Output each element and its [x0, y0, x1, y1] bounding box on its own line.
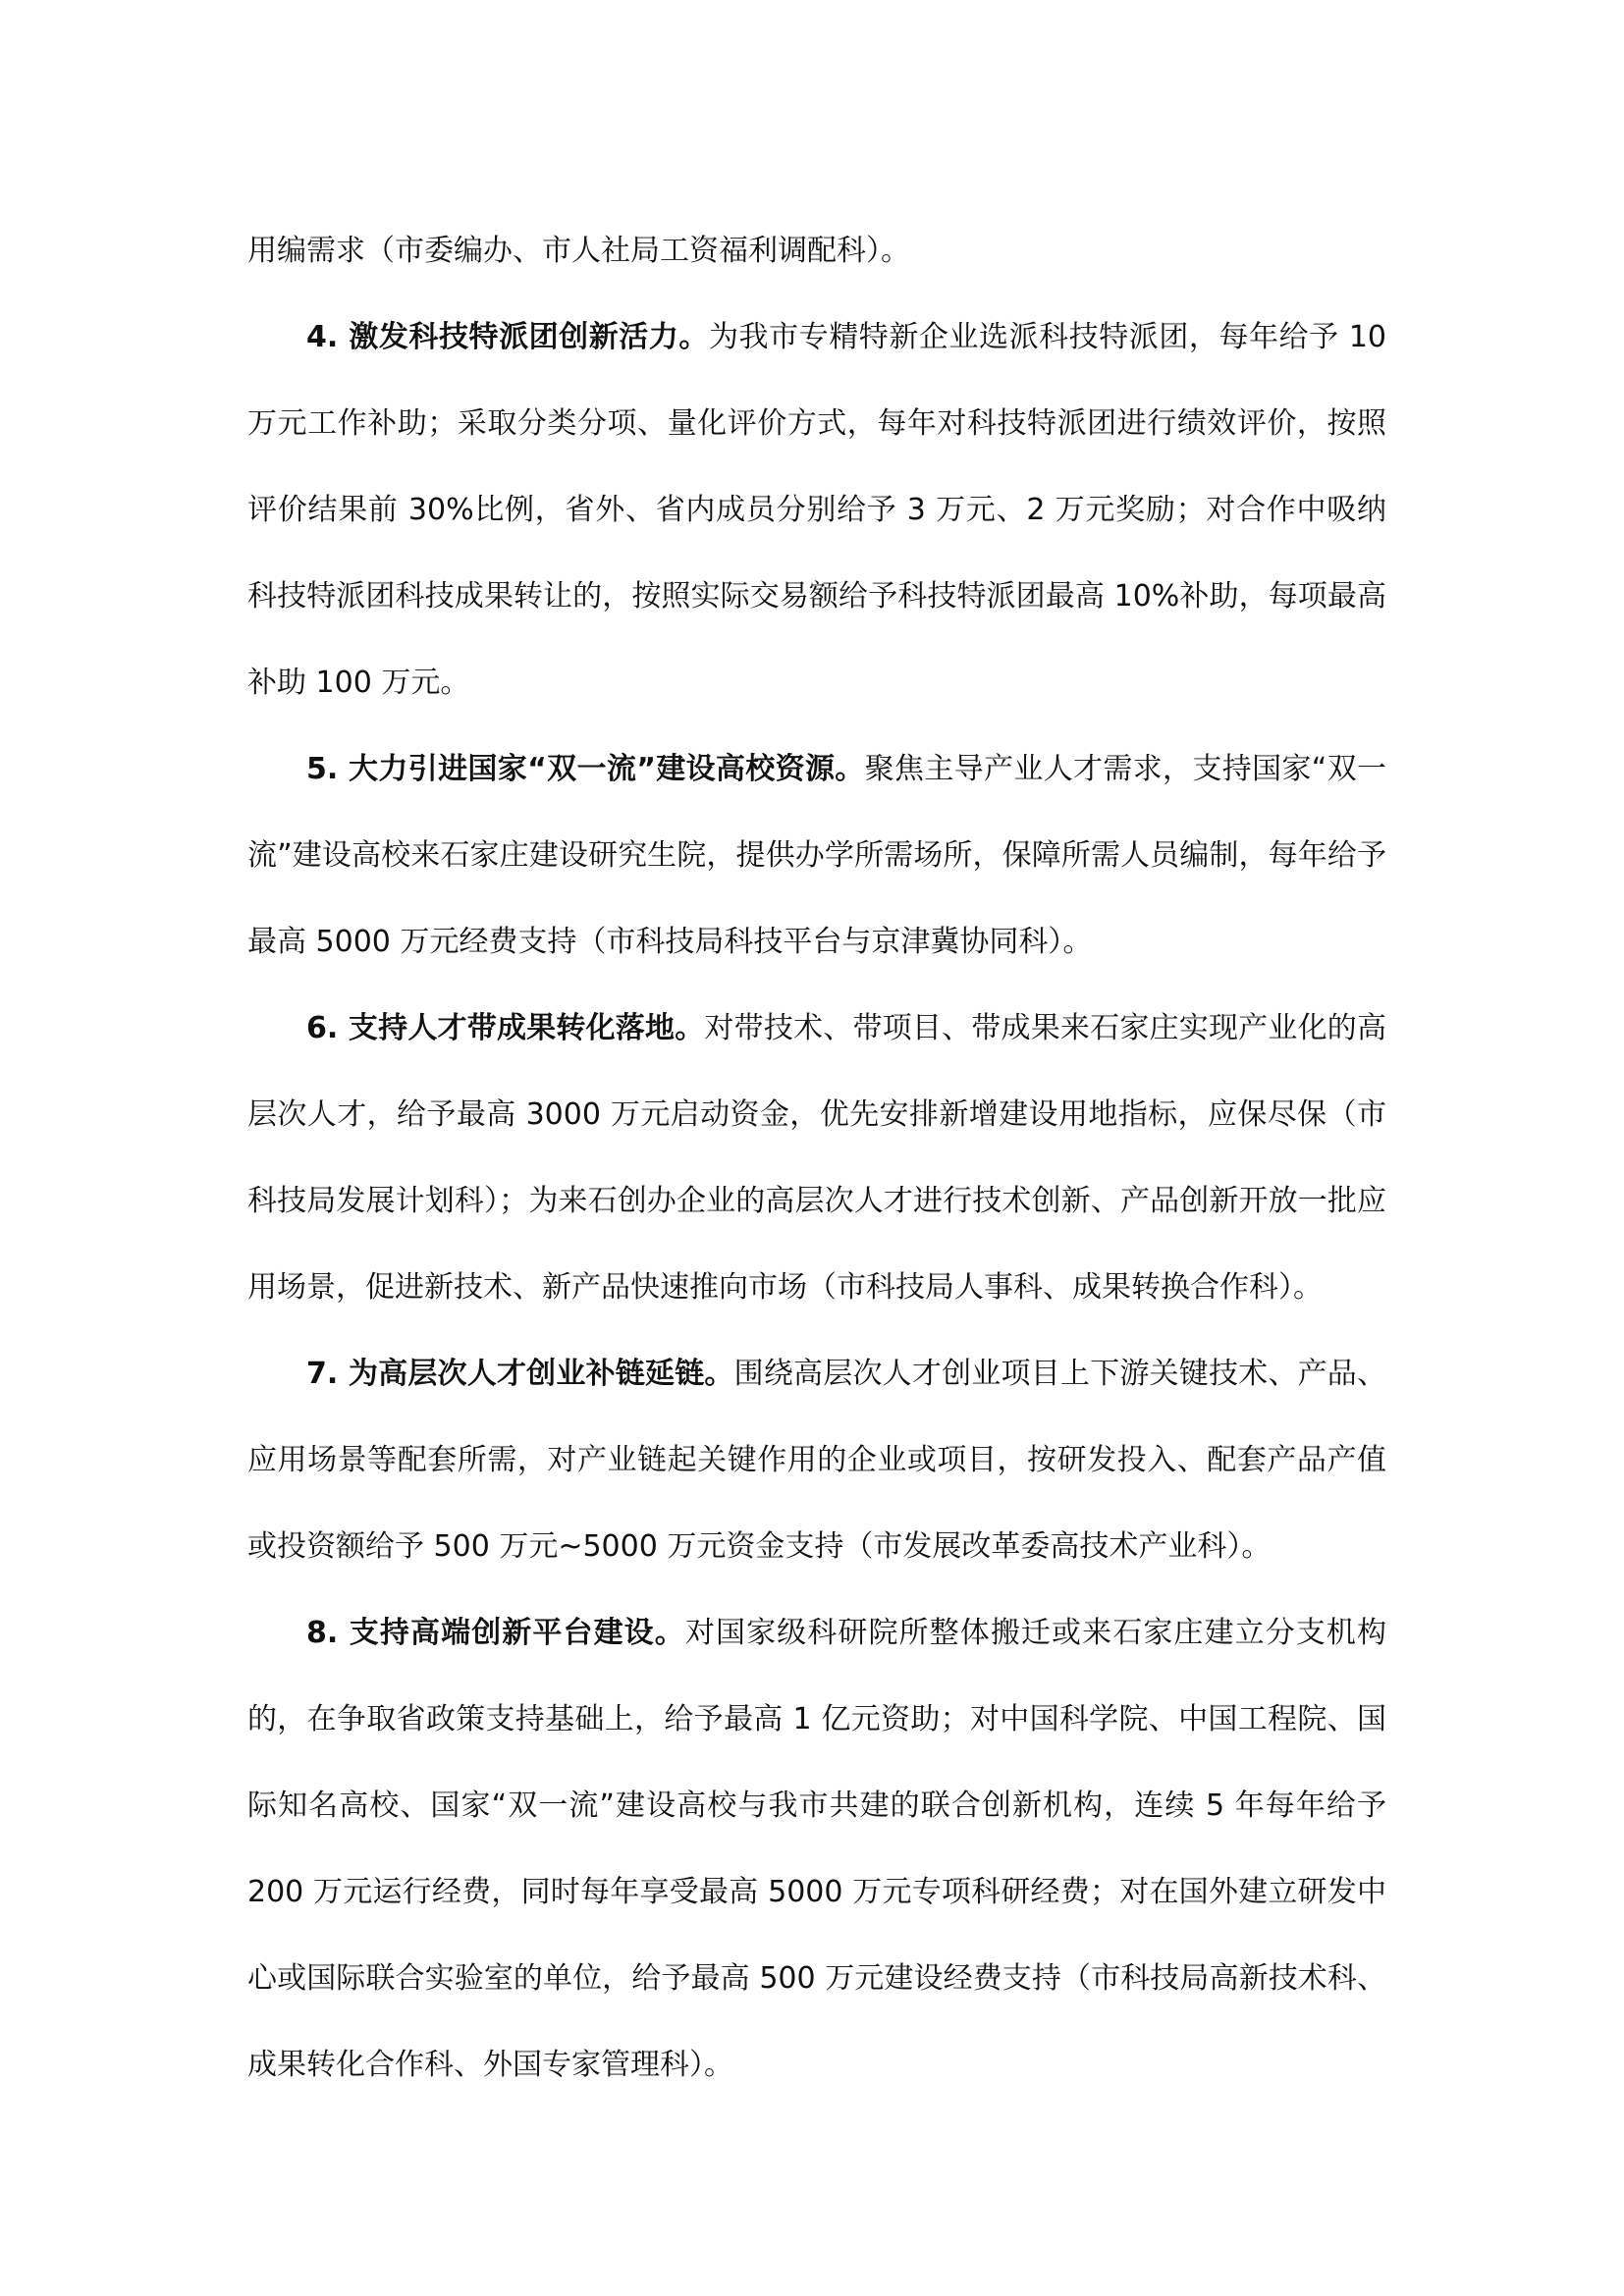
- policy-item-8-body: 对国家级科研院所整体搬迁或来石家庄建立分支机构的，在争取省政策支持基础上，给予最高 1 亿元资助；对中国科学院、中国工程院、国际知名高校、国家“双一流”建设高校与我市共建的联合创新机构，连续 5 年每年给予 200 万元运行经费，同时每年享受最高 5000 万元专项科研经费；对在国外建立研发中心或国际联合实验室的单位，给予最高 500 万元建设经费支持（市科技局高新技术科、成果转化合作科、外国专家管理科）。: [247, 1616, 1386, 2082]
- policy-item-7: [247, 1331, 1386, 1590]
- policy-item-5-title: 5. 大力引进国家“双一流”建设高校资源。: [306, 752, 865, 786]
- policy-item-6: [247, 986, 1386, 1331]
- policy-item-4-title: 4. 激发科技特派团创新活力。: [306, 320, 709, 354]
- policy-item-8-title: 8. 支持高端创新平台建设。: [306, 1616, 685, 1650]
- policy-item-4-body: 为我市专精特新企业选派科技特派团，每年给予 10 万元工作补助；采取分类分项、量化评价方式，每年对科技特派团进行绩效评价，按照评价结果前 30%比例，省外、省内成员分别给予 3 万元、2 万元奖励；对合作中吸纳科技特派团科技成果转让的，按照实际交易额给予科技特派团最高 10%补助，每项最高补助 100 万元。: [247, 320, 1386, 700]
- policy-item-7-body: 围绕高层次人才创业项目上下游关键技术、产品、应用场景等配套所需，对产业链起关键作用的企业或项目，按研发投入、配套产品产值或投资额给予 500 万元~5000 万元资金支持（市发展改革委高技术产业科）。: [247, 1357, 1387, 1564]
- policy-item-6-title: 6. 支持人才带成果转化落地。: [306, 1011, 705, 1045]
- document-page: [247, 208, 1386, 2109]
- policy-item-6-body: 对带技术、带项目、带成果来石家庄实现产业化的高层次人才，给予最高 3000 万元启动资金，优先安排新增建设用地指标，应保尽保（市科技局发展计划科）；为来石创办企业的高层次人才进行技术创新、产品创新开放一批应用场景，促进新技术、新产品快速推向市场（市科技局人事科、成果转换合作科）。: [247, 1011, 1386, 1305]
- policy-item-7-title: 7. 为高层次人才创业补链延链。: [306, 1357, 734, 1391]
- policy-item-5-body: 聚焦主导产业人才需求，支持国家“双一流”建设高校来石家庄建设研究生院，提供办学所需场所，保障所需人员编制，每年给予最高 5000 万元经费支持（市科技局科技平台与京津冀协同科）。: [247, 752, 1386, 959]
- policy-item-8: [247, 1590, 1386, 2109]
- continuation-text: 用编需求（市委编办、市人社局工资福利调配科）。: [247, 234, 910, 268]
- policy-item-4: [247, 294, 1386, 726]
- continuation-paragraph: [247, 208, 1386, 294]
- policy-item-5: [247, 726, 1386, 986]
